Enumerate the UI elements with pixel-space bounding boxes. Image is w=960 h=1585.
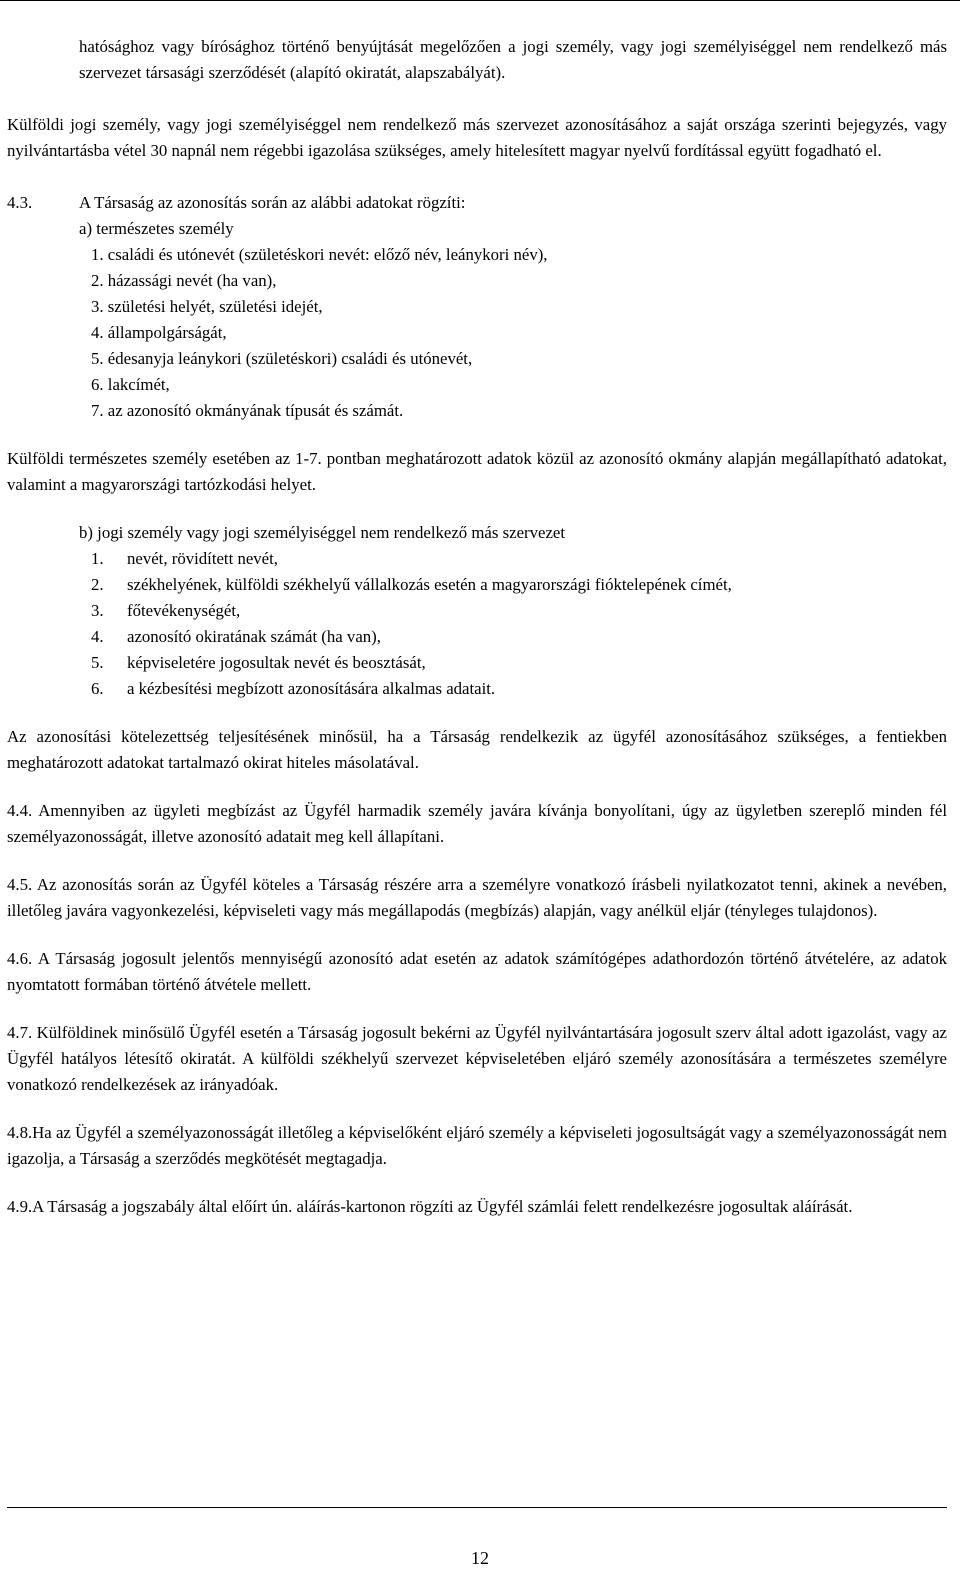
- list-item-text: azonosító okiratának számát (ha van),: [127, 627, 381, 646]
- list-item-text: székhelyének, külföldi székhelyű vállalkozás esetén a magyarországi fióktelepének címét,: [127, 575, 732, 594]
- list-item: 7. az azonosító okmányának típusát és számát.: [91, 401, 404, 420]
- legal-person-label: b) jogi személy vagy jogi személyiséggel nem rendelkező más szervezet: [79, 523, 566, 542]
- foreign-legal-entity-paragraph: Külföldi jogi személy, vagy jogi személyiséggel nem rendelkező más szervezet azonosításához a saját országa szerinti bejegyzés, vagy nyilvántartásba vétel 30 napnál nem régebbi igazolása szükséges, amely hitelesített magyar nyelvű fordítással együtt fogadható el.: [7, 115, 947, 160]
- section-4-7: 4.7. Külföldinek minősülő Ügyfél esetén a Társaság jogosult bekérni az Ügyfél nyilvántartására jogosult szerv által adott igazolást, vagy az Ügyfél hatályos létesítő okiratát. A külföldi székhelyű szervezet képviseletében eljáró személy azonosítására a természetes személyre vonatkozó rendelkezések az irányadóak.: [7, 1023, 947, 1094]
- list-item: 2. házassági nevét (ha van),: [91, 271, 277, 290]
- list-item-text: nevét, rövidített nevét,: [127, 549, 278, 568]
- list-item: 4. állampolgárságát,: [91, 323, 227, 342]
- list-item: [79, 546, 947, 572]
- top-rule: [0, 0, 960, 1]
- list-item: [79, 598, 947, 624]
- list-item: [79, 624, 947, 650]
- list-item-text: képviseletére jogosultak nevét és beosztását,: [127, 653, 426, 672]
- list-item-number: 4.: [91, 627, 104, 646]
- identification-fulfilment-note: Az azonosítási kötelezettség teljesítésének minősül, ha a Társaság rendelkezik az ügyfél azonosításához szükséges, a fentiekben meghatározott adatokat tartalmazó okirat hiteles másolatával.: [7, 727, 947, 772]
- section-4-8: 4.8.Ha az Ügyfél a személyazonosságát illetőleg a képviselőként eljáró személy a képviseleti jogosultságát vagy a személyazonosságát nem igazolja, a Társaság a szerződés megkötését megtagadja.: [7, 1123, 947, 1168]
- section-number: 4.3.: [7, 193, 33, 212]
- section-heading: A Társaság az azonosítás során az alábbi adatokat rögzíti:: [79, 193, 466, 212]
- list-item-text: főtevékenységét,: [127, 601, 241, 620]
- intro-paragraph: hatósághoz vagy bírósághoz történő benyújtását megelőzően a jogi személy, vagy jogi személyiséggel nem rendelkező más szervezet társasági szerződését (alapító okiratát, alapszabályát).: [79, 37, 947, 82]
- section-4-3-heading: [7, 190, 947, 216]
- list-item-number: 6.: [91, 679, 104, 698]
- natural-person-label: a) természetes személy: [79, 219, 234, 238]
- natural-person-block: [7, 216, 947, 424]
- document-page: [7, 34, 947, 1220]
- list-item-number: 1.: [91, 549, 104, 568]
- legal-person-block: [7, 520, 947, 702]
- footer-rule: [7, 1507, 947, 1508]
- list-item-number: 3.: [91, 601, 104, 620]
- list-item: [79, 676, 947, 702]
- list-item: 6. lakcímét,: [91, 375, 170, 394]
- list-item: 5. édesanyja leánykori (születéskori) családi és utónevét,: [91, 349, 473, 368]
- foreign-natural-person-note: Külföldi természetes személy esetében az 1-7. pontban meghatározott adatok közül az azonosító okmány alapján megállapítható adatokat, valamint a magyarországi tartózkodási helyet.: [7, 449, 947, 494]
- list-item-number: 2.: [91, 575, 104, 594]
- section-4-9: 4.9.A Társaság a jogszabály által előírt ún. aláírás-kartonon rögzíti az Ügyfél számlái felett rendelkezésre jogosultak aláírását.: [7, 1197, 853, 1216]
- section-4-6: 4.6. A Társaság jogosult jelentős mennyiségű azonosító adat esetén az adatok számítógépes adathordozón történő átvételére, az adatok nyomtatott formában történő átvétele mellett.: [7, 949, 947, 994]
- page-number: 12: [471, 1548, 489, 1568]
- section-4-4: 4.4. Amennyiben az ügyleti megbízást az Ügyfél harmadik személy javára kívánja bonyolítani, úgy az ügyletben szereplő minden fél személyazonosságát, illetve azonosító adatait meg kell állapítani.: [7, 801, 947, 846]
- list-item: [79, 650, 947, 676]
- list-item: 1. családi és utónevét (születéskori nevét: előző név, leánykori név),: [91, 245, 548, 264]
- list-item: 3. születési helyét, születési idejét,: [91, 297, 323, 316]
- list-item-text: a kézbesítési megbízott azonosítására alkalmas adatait.: [127, 679, 496, 698]
- list-item-number: 5.: [91, 653, 104, 672]
- list-item: [79, 572, 947, 598]
- section-4-5: 4.5. Az azonosítás során az Ügyfél köteles a Társaság részére arra a személyre vonatkozó írásbeli nyilatkozatot tenni, akinek a nevében, illetőleg javára vagyonkezelési, képviseleti vagy más megállapodás (megbízás) alapján, vagy anélkül eljár (tényleges tulajdonos).: [7, 875, 947, 920]
